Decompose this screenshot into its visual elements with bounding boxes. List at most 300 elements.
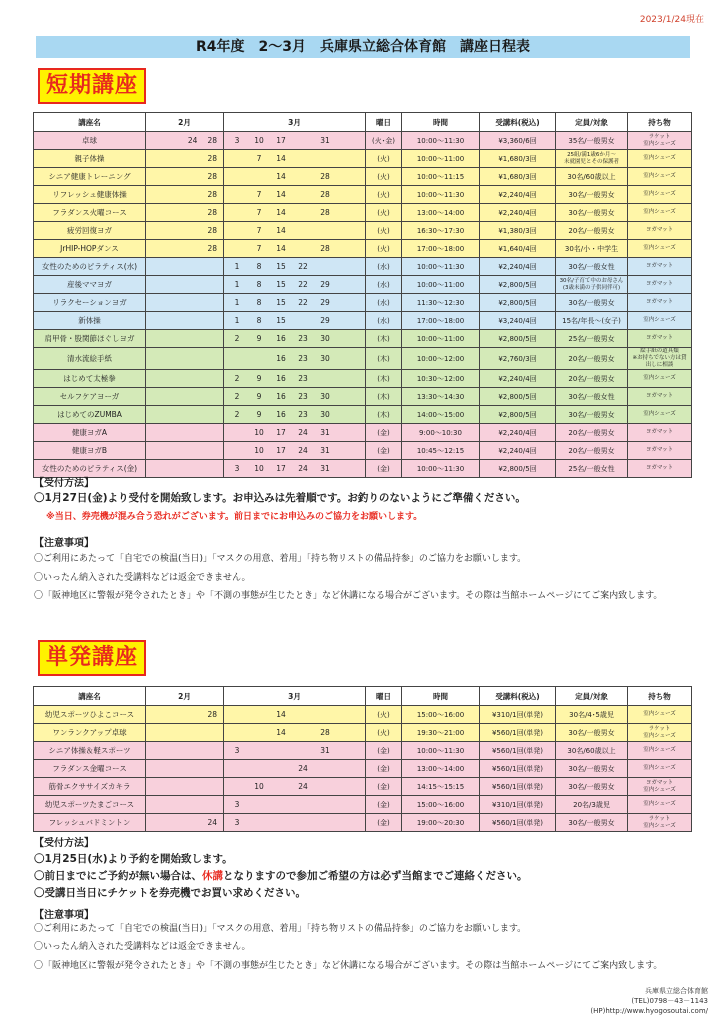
date-cell: 1 <box>234 298 240 307</box>
date-cell <box>292 244 314 253</box>
date-cell: 10 <box>254 446 264 455</box>
capacity: 30名/一般男女 <box>556 814 628 832</box>
feb-dates <box>146 778 224 796</box>
date-stamp: 2023/1/24現在 <box>639 15 704 25</box>
mar-date-list <box>226 800 363 809</box>
table-row <box>34 222 692 240</box>
mar-dates <box>224 724 366 742</box>
feb-date-list <box>148 154 221 163</box>
short-notes-heading: 【注意事項】 <box>34 538 94 549</box>
table-row <box>34 406 692 424</box>
mar-date-list <box>226 746 363 755</box>
weekday: (木) <box>366 388 402 406</box>
header-feb: 2月 <box>146 113 224 132</box>
feb-dates <box>146 294 224 312</box>
date-cell: 15 <box>276 298 286 307</box>
mar-dates <box>224 760 366 778</box>
date-cell: 10 <box>254 464 264 473</box>
course-name: 疲労回復ヨガ <box>34 222 146 240</box>
date-cell: 15 <box>276 280 286 289</box>
weekday: (金) <box>366 742 402 760</box>
fee: ¥310/1回(単発) <box>480 706 556 724</box>
items: ヨガマット <box>628 388 692 406</box>
mar-dates <box>224 150 366 168</box>
date-cell <box>226 226 248 235</box>
items: ヨガマット <box>628 442 692 460</box>
time: 10:45～12:15 <box>402 442 480 460</box>
single-note-2: 〇いったん納入された受講料などは返金できません。 <box>34 942 251 952</box>
items: 室内シューズ <box>628 168 692 186</box>
items: 絵手紙の道具類 ※お持ちでない方は貸出しに相談 <box>628 348 692 370</box>
date-cell: 23 <box>298 354 308 363</box>
date-cell: 17 <box>276 464 286 473</box>
date-cell: 28 <box>207 136 217 145</box>
time: 10:00～11:00 <box>402 330 480 348</box>
feb-dates <box>146 814 224 832</box>
time: 15:00～16:00 <box>402 796 480 814</box>
date-cell <box>292 154 314 163</box>
mar-dates <box>224 424 366 442</box>
mar-date-list <box>226 764 363 773</box>
header-course-name: 講座名 <box>34 687 146 706</box>
date-cell <box>270 800 292 809</box>
course-name: 親子体操 <box>34 150 146 168</box>
header-mar: 3月 <box>224 687 366 706</box>
feb-date-list <box>148 710 221 719</box>
single-note-1: 〇ご利用にあたって「自宅での検温(当日)」「マスクの用意、着用」「持ち物リストの備品持参」のご協力をお願いします。 <box>34 924 527 934</box>
date-cell <box>292 746 314 755</box>
feb-dates <box>146 276 224 294</box>
items: 室内シューズ <box>628 796 692 814</box>
weekday: (木) <box>366 348 402 370</box>
course-name: セルフケアヨーガ <box>34 388 146 406</box>
header-time: 時間 <box>402 113 480 132</box>
capacity: 30名/小・中学生 <box>556 240 628 258</box>
mar-dates <box>224 778 366 796</box>
date-cell <box>226 428 248 437</box>
capacity: 35名/一般男女 <box>556 132 628 150</box>
date-cell: 28 <box>207 226 217 235</box>
date-cell <box>314 782 336 791</box>
date-cell: 28 <box>207 208 217 217</box>
mar-date-list <box>226 244 363 253</box>
mar-date-list <box>226 226 363 235</box>
date-cell: 3 <box>234 136 240 145</box>
date-cell <box>314 818 336 827</box>
date-cell <box>226 710 248 719</box>
feb-date-list <box>148 172 221 181</box>
time: 19:30～21:00 <box>402 724 480 742</box>
date-cell: 24 <box>187 136 198 145</box>
mar-dates <box>224 168 366 186</box>
weekday: (火) <box>366 240 402 258</box>
items: ヨガマット <box>628 330 692 348</box>
fee: ¥2,800/5回 <box>480 406 556 424</box>
course-name: ワンランクアップ卓球 <box>34 724 146 742</box>
mar-dates <box>224 222 366 240</box>
date-cell: 9 <box>256 374 262 383</box>
capacity: 30名/一般男女 <box>556 294 628 312</box>
items: 室内シューズ <box>628 370 692 388</box>
date-cell <box>226 764 248 773</box>
feb-dates <box>146 442 224 460</box>
weekday: (火) <box>366 724 402 742</box>
date-cell: 30 <box>320 354 330 363</box>
mar-date-list <box>226 208 363 217</box>
table-row <box>34 442 692 460</box>
course-name: 幼児スポーツひよこコース <box>34 706 146 724</box>
short-note-1: 〇ご利用にあたって「自宅での検温(当日)」「マスクの用意、着用」「持ち物リストの備品持参」のご協力をお願いします。 <box>34 554 527 564</box>
date-cell: 9 <box>256 392 262 401</box>
course-name: 健康ヨガA <box>34 424 146 442</box>
weekday: (木) <box>366 370 402 388</box>
date-cell <box>226 782 248 791</box>
date-cell: 7 <box>256 208 262 217</box>
feb-dates <box>146 348 224 370</box>
date-cell <box>226 728 248 737</box>
items: ヨガマット 室内シューズ <box>628 778 692 796</box>
single-reception-heading: 【受付方法】 <box>34 838 94 849</box>
header-fee: 受講料(税込) <box>480 687 556 706</box>
capacity: 20名/一般男女 <box>556 424 628 442</box>
date-cell: 24 <box>298 446 308 455</box>
fee: ¥560/1回(単発) <box>480 778 556 796</box>
fee: ¥2,240/4回 <box>480 442 556 460</box>
course-name: 女性のためのピラティス(水) <box>34 258 146 276</box>
date-cell: 3 <box>234 818 240 827</box>
short-course-table <box>33 112 692 478</box>
feb-dates <box>146 186 224 204</box>
date-cell: 31 <box>320 136 330 145</box>
capacity: 30名/一般女性 <box>556 258 628 276</box>
single-reception-line-3: 〇受講日当日にチケットを券売機でお買い求めください。 <box>34 887 307 899</box>
date-cell: 14 <box>276 190 286 199</box>
table-row <box>34 294 692 312</box>
time: 10:00～11:30 <box>402 186 480 204</box>
date-cell: 29 <box>320 280 330 289</box>
date-cell <box>292 226 314 235</box>
date-cell: 3 <box>234 800 240 809</box>
time: 13:00～14:00 <box>402 204 480 222</box>
mar-date-list <box>226 392 363 401</box>
table-row <box>34 330 692 348</box>
date-cell: 22 <box>298 298 308 307</box>
course-name: はじめてのZUMBA <box>34 406 146 424</box>
mar-dates <box>224 240 366 258</box>
date-cell: 16 <box>276 392 286 401</box>
time: 10:00～11:30 <box>402 132 480 150</box>
fee: ¥2,240/4回 <box>480 186 556 204</box>
items: ヨガマット <box>628 276 692 294</box>
date-cell: 8 <box>256 280 262 289</box>
capacity: 30名/一般男女 <box>556 204 628 222</box>
mar-date-list <box>226 728 363 737</box>
feb-dates <box>146 388 224 406</box>
mar-date-list <box>226 298 363 307</box>
table-row <box>34 276 692 294</box>
feb-dates <box>146 312 224 330</box>
mar-date-list <box>226 446 363 455</box>
fee: ¥2,800/5回 <box>480 460 556 478</box>
table-row <box>34 240 692 258</box>
mar-dates <box>224 388 366 406</box>
feb-dates <box>146 460 224 478</box>
time: 15:00～16:00 <box>402 706 480 724</box>
date-cell: 17 <box>276 136 286 145</box>
date-cell: 28 <box>207 190 217 199</box>
footer <box>590 986 708 1016</box>
time: 10:00～11:30 <box>402 460 480 478</box>
date-cell: 7 <box>256 244 262 253</box>
time: 10:00～12:00 <box>402 348 480 370</box>
date-cell: 23 <box>298 410 308 419</box>
weekday: (火) <box>366 222 402 240</box>
date-cell: 17 <box>276 428 286 437</box>
table-row <box>34 204 692 222</box>
items: ヨガマット <box>628 424 692 442</box>
header-capacity: 定員/対象 <box>556 113 628 132</box>
date-cell: 14 <box>276 244 286 253</box>
feb-dates <box>146 724 224 742</box>
items: ラケット 室内シューズ <box>628 814 692 832</box>
mar-dates <box>224 814 366 832</box>
fee: ¥1,380/3回 <box>480 222 556 240</box>
mar-dates <box>224 370 366 388</box>
fee: ¥560/1回(単発) <box>480 814 556 832</box>
items: 室内シューズ <box>628 186 692 204</box>
feb-dates <box>146 370 224 388</box>
date-cell <box>292 818 314 827</box>
weekday: (水) <box>366 258 402 276</box>
time: 17:00～18:00 <box>402 312 480 330</box>
date-cell <box>314 710 336 719</box>
capacity: 30名/一般男女 <box>556 778 628 796</box>
date-cell <box>292 172 314 181</box>
mar-date-list <box>226 818 363 827</box>
date-cell <box>248 710 270 719</box>
header-weekday: 曜日 <box>366 113 402 132</box>
date-cell <box>226 154 248 163</box>
items: 室内シューズ <box>628 204 692 222</box>
date-cell: 28 <box>320 190 330 199</box>
header-feb: 2月 <box>146 687 224 706</box>
footer-org: 兵庫県立総合体育館 <box>645 987 708 995</box>
feb-dates <box>146 258 224 276</box>
date-cell: 28 <box>320 172 330 181</box>
time: 14:00～15:00 <box>402 406 480 424</box>
fee: ¥3,360/6回 <box>480 132 556 150</box>
fee: ¥2,760/3回 <box>480 348 556 370</box>
date-cell: 15 <box>276 262 286 271</box>
date-cell: 22 <box>298 280 308 289</box>
date-cell: 17 <box>276 446 286 455</box>
weekday: (火･金) <box>366 132 402 150</box>
date-cell <box>248 818 270 827</box>
mar-date-list <box>226 354 363 363</box>
course-name: リフレッシュ健康体操 <box>34 186 146 204</box>
items: 室内シューズ <box>628 406 692 424</box>
date-cell: 8 <box>256 298 262 307</box>
table-row <box>34 258 692 276</box>
capacity: 30名/一般男女 <box>556 186 628 204</box>
date-cell: 30 <box>320 410 330 419</box>
short-reception-heading: 【受付方法】 <box>34 478 94 489</box>
header-capacity: 定員/対象 <box>556 687 628 706</box>
weekday: (金) <box>366 814 402 832</box>
weekday: (水) <box>366 312 402 330</box>
time: 10:00～11:30 <box>402 742 480 760</box>
date-cell: 23 <box>298 374 308 383</box>
date-cell: 24 <box>207 818 217 827</box>
weekday: (金) <box>366 460 402 478</box>
items: 室内シューズ <box>628 312 692 330</box>
date-cell <box>314 226 336 235</box>
course-name: 卓球 <box>34 132 146 150</box>
time: 19:00～20:30 <box>402 814 480 832</box>
capacity: 20名/3歳児 <box>556 796 628 814</box>
date-cell <box>248 172 270 181</box>
date-cell: 16 <box>276 334 286 343</box>
date-cell: 28 <box>207 172 217 181</box>
date-cell: 28 <box>320 728 330 737</box>
date-cell <box>314 764 336 773</box>
date-cell: 15 <box>276 316 286 325</box>
course-name: 清水流絵手紙 <box>34 348 146 370</box>
date-cell: 14 <box>276 154 286 163</box>
date-cell: 29 <box>320 298 330 307</box>
table-row <box>34 796 692 814</box>
mar-dates <box>224 204 366 222</box>
date-cell <box>292 316 314 325</box>
capacity: 30名/60歳以上 <box>556 168 628 186</box>
mar-date-list <box>226 280 363 289</box>
feb-dates <box>146 742 224 760</box>
mar-date-list <box>226 782 363 791</box>
date-cell <box>248 764 270 773</box>
date-cell <box>314 262 336 271</box>
date-cell: 3 <box>234 464 240 473</box>
feb-date-list <box>148 818 221 827</box>
feb-date-list <box>148 244 221 253</box>
fee: ¥1,680/3回 <box>480 150 556 168</box>
date-cell <box>270 782 292 791</box>
course-name: シニア健康トレーニング <box>34 168 146 186</box>
fee: ¥560/1回(単発) <box>480 760 556 778</box>
short-course-heading: 短期講座 <box>38 68 146 104</box>
table-row <box>34 724 692 742</box>
weekday: (木) <box>366 406 402 424</box>
time: 16:30～17:30 <box>402 222 480 240</box>
mar-date-list <box>226 710 363 719</box>
date-cell: 31 <box>320 428 330 437</box>
date-cell: 2 <box>234 374 240 383</box>
fee: ¥2,240/4回 <box>480 424 556 442</box>
mar-date-list <box>226 190 363 199</box>
items: ヨガマット <box>628 460 692 478</box>
feb-dates <box>146 240 224 258</box>
mar-date-list <box>226 154 363 163</box>
single-reception-line-1: 〇1月25日(水)より予約を開始致します。 <box>34 853 233 865</box>
time: 13:30～14:30 <box>402 388 480 406</box>
capacity: 25名/一般女性 <box>556 460 628 478</box>
date-cell: 3 <box>234 746 240 755</box>
course-name: 健康ヨガB <box>34 442 146 460</box>
feb-dates <box>146 168 224 186</box>
weekday: (火) <box>366 706 402 724</box>
feb-dates <box>146 222 224 240</box>
time: 10:00～11:00 <box>402 150 480 168</box>
weekday: (火) <box>366 204 402 222</box>
header-items: 持ち物 <box>628 113 692 132</box>
fee: ¥310/1回(単発) <box>480 796 556 814</box>
date-cell: 7 <box>256 154 262 163</box>
date-cell <box>292 728 314 737</box>
mar-date-list <box>226 410 363 419</box>
fee: ¥2,240/4回 <box>480 258 556 276</box>
single-note-3: 〇「阪神地区に警報が発令されたとき」や「不測の事態が生じたとき」など休講になる場合がございます。その際は当館ホームページにてご案内致します。 <box>34 961 663 971</box>
mar-dates <box>224 294 366 312</box>
table-row <box>34 168 692 186</box>
capacity: 15名/年長～(女子) <box>556 312 628 330</box>
date-cell: 16 <box>276 410 286 419</box>
date-cell: 9 <box>256 410 262 419</box>
items: ラケット 室内シューズ <box>628 724 692 742</box>
weekday: (金) <box>366 778 402 796</box>
table-row <box>34 186 692 204</box>
date-cell <box>292 800 314 809</box>
header-fee: 受講料(税込) <box>480 113 556 132</box>
weekday: (水) <box>366 276 402 294</box>
feb-date-list <box>148 136 221 145</box>
weekday: (金) <box>366 424 402 442</box>
feb-date-list <box>148 190 221 199</box>
date-cell <box>292 190 314 199</box>
feb-dates <box>146 406 224 424</box>
table-header-row <box>34 687 692 706</box>
time: 10:00～11:15 <box>402 168 480 186</box>
mar-dates <box>224 406 366 424</box>
header-mar: 3月 <box>224 113 366 132</box>
date-cell: 10 <box>254 428 264 437</box>
table-row <box>34 132 692 150</box>
date-cell <box>270 818 292 827</box>
date-cell: 14 <box>276 208 286 217</box>
time: 10:00～11:30 <box>402 258 480 276</box>
items: ラケット 室内シューズ <box>628 132 692 150</box>
short-note-2: 〇いったん納入された受講料などは返金できません。 <box>34 573 251 583</box>
date-cell: 8 <box>256 262 262 271</box>
table-row <box>34 312 692 330</box>
feb-dates <box>146 796 224 814</box>
mar-date-list <box>226 334 363 343</box>
capacity: 30名/子育て中のお母さん (3歳未満の子供同伴可) <box>556 276 628 294</box>
date-cell <box>270 746 292 755</box>
feb-dates <box>146 424 224 442</box>
date-cell <box>248 728 270 737</box>
course-name: 幼児スポーツたまごコース <box>34 796 146 814</box>
time: 11:30～12:30 <box>402 294 480 312</box>
fee: ¥3,240/4回 <box>480 312 556 330</box>
date-cell <box>314 374 336 383</box>
date-cell: 7 <box>256 190 262 199</box>
date-cell: 2 <box>234 410 240 419</box>
fee: ¥2,240/4回 <box>480 370 556 388</box>
time: 13:00～14:00 <box>402 760 480 778</box>
capacity: 30名/一般女性 <box>556 388 628 406</box>
header-items: 持ち物 <box>628 687 692 706</box>
items: ヨガマット <box>628 222 692 240</box>
capacity: 25組/満1歳6か月～ 未就園児とその保護者 <box>556 150 628 168</box>
